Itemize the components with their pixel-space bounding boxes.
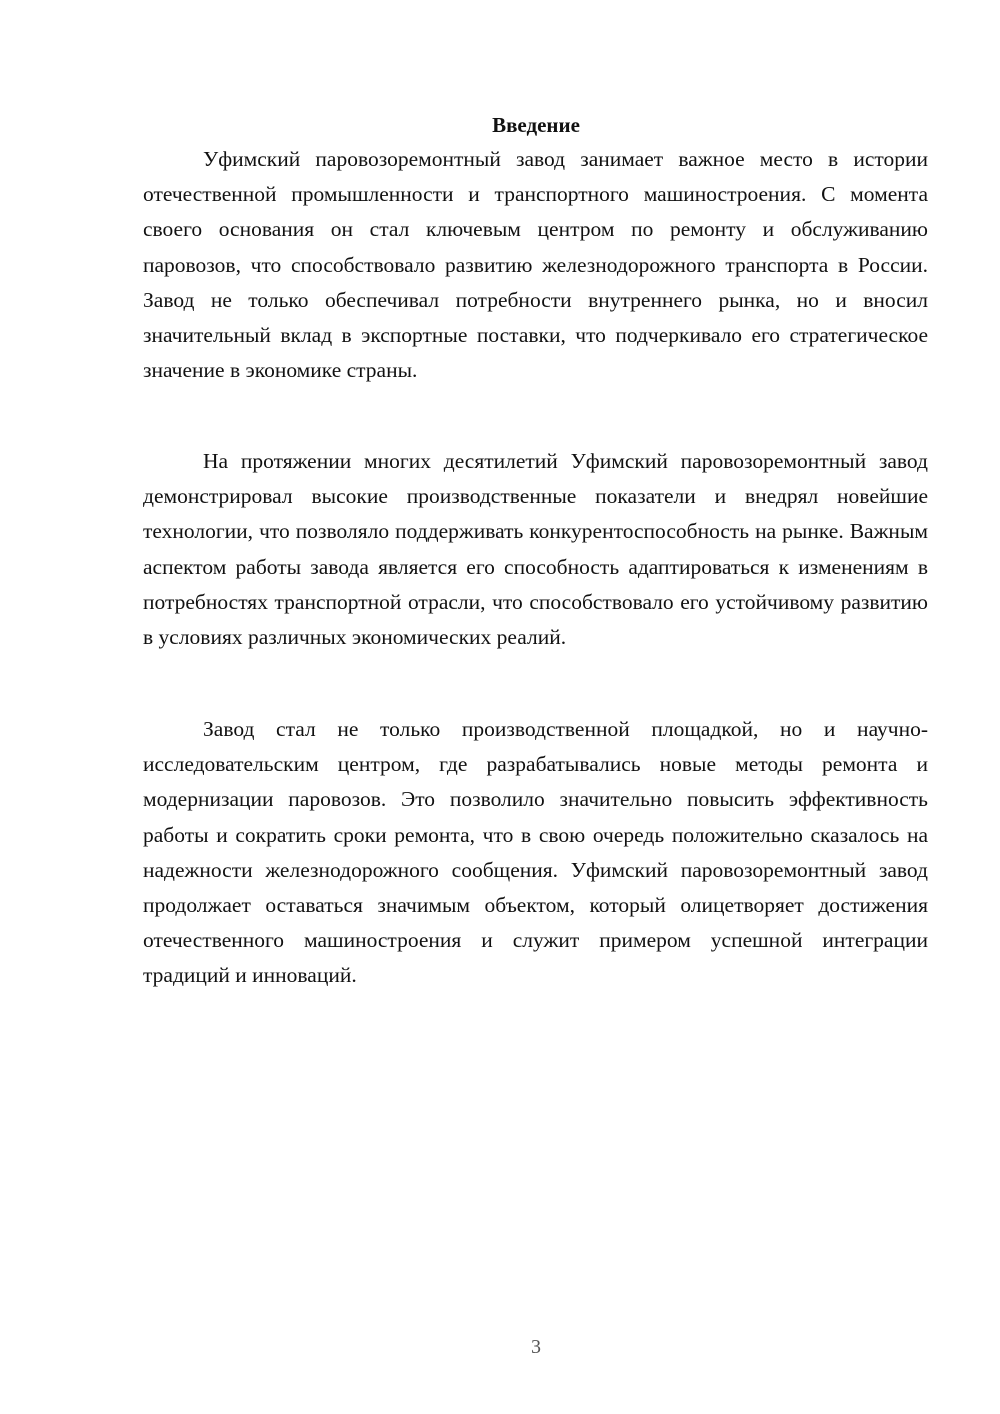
paragraph-1: Уфимский паровозоремонтный завод занимает важное место в истории отечественной промышленности и транспортного машиностроения. С момента своего основания он стал ключевым центром по ремонту и обслуживанию паровозов, что способствовало развитию железнодорожного транспорта в России. Завод не только обеспечивал потребности внутреннего рынка, но и вносил значительный вклад в экспортные поставки, что подчеркивало его стратегическое значение в экономике страны. bbox=[143, 147, 928, 383]
paragraph-2: На протяжении многих десятилетий Уфимский паровозоремонтный завод демонстрировал высокие производственные показатели и внедрял новейшие технологии, что позволяло поддерживать конкурентоспособность на рынке. Важным аспектом работы завода является его способность адаптироваться к изменениям в потребностях транспортной отрасли, что способствовало его устойчивому развитию в условиях различных экономических реалий. bbox=[143, 449, 928, 650]
page-title: Введение bbox=[492, 113, 580, 138]
paragraph-3: Завод стал не только производственной площадкой, но и научно-исследовательским центром, где разрабатывались новые методы ремонта и модернизации паровозов. Это позволило значительно повысить эффективность работы и сократить сроки ремонта, что в свою очередь положительно сказалось на надежности железнодорожного сообщения. Уфимский паровозоремонтный завод продолжает оставаться значимым объектом, который олицетворяет достижения отечественного машиностроения и служит примером успешной интеграции традиций и инноваций. bbox=[143, 717, 928, 988]
page-number: 3 bbox=[531, 1336, 541, 1358]
